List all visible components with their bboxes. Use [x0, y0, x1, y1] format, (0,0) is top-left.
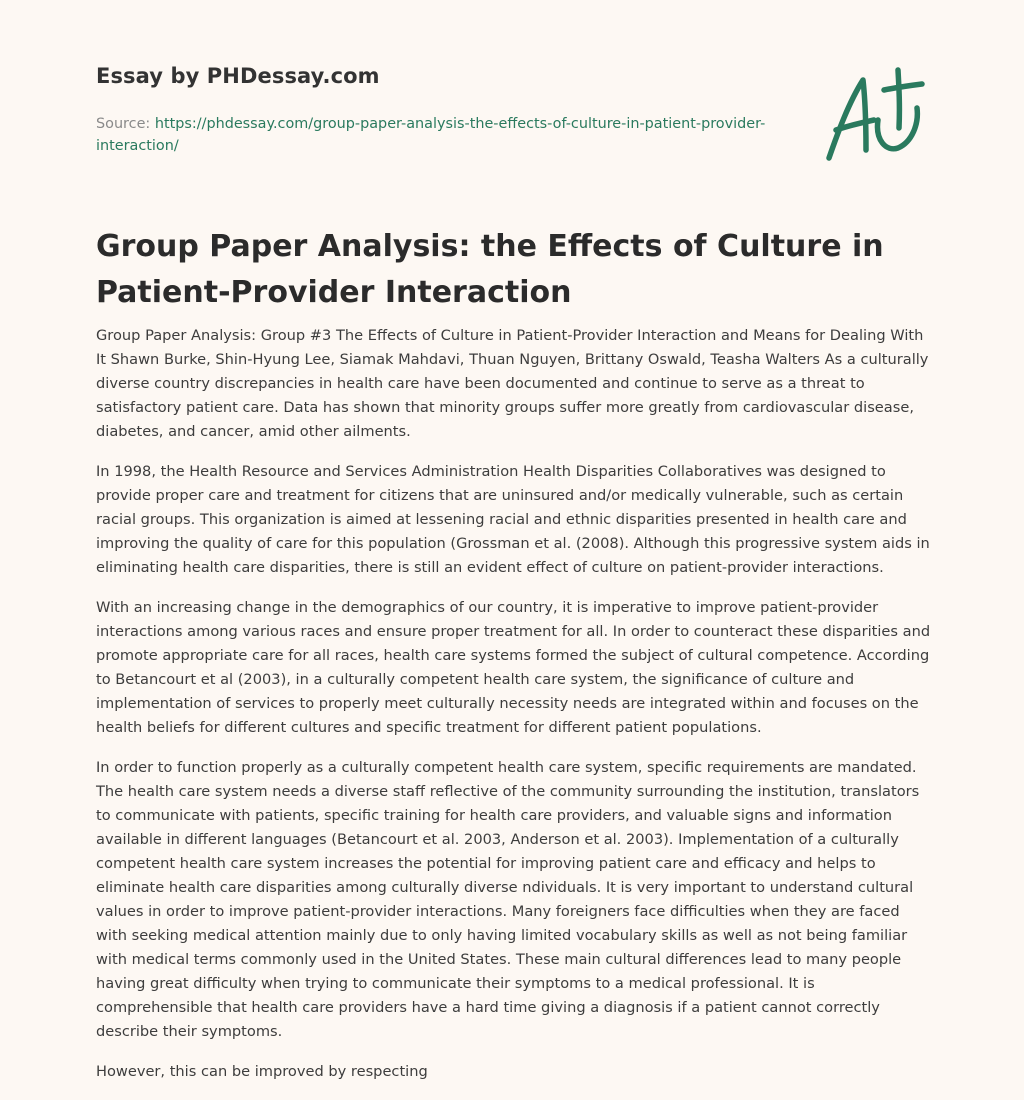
source-link[interactable]: https://phdessay.com/group-paper-analysis-the-effects-of-culture-in-patient-provider-interaction/ [96, 116, 766, 154]
article-paragraph-5: However, this can be improved by respecting [96, 1063, 428, 1080]
article-paragraph-3: With an increasing change in the demographics of our country, it is imperative to improve patient-provider interactions among various races and ensure proper treatment for all. In order to counteract these disparities and promote appropriate care for all races, health care systems formed the subject of cultural competence. According to Betancourt et al (2003), in a culturally competent health care system, the significance of culture and implementation of services to properly meet culturally necessity needs are integrated within and focuses on the health beliefs for different cultures and specific treatment for different patient populations. [96, 599, 931, 736]
article-body [96, 324, 932, 1100]
source-line [96, 113, 796, 157]
article-paragraph-2: In 1998, the Health Resource and Services Administration Health Disparities Collaboratives was designed to provide proper care and treatment for citizens that are uninsured and/or medically vulnerable, such as certain racial groups. This organization is aimed at lessening racial and ethnic disparities presented in health care and improving the quality of care for this population (Grossman et al. (2008). Although this progressive system aids in eliminating health care disparities, there is still an evident effect of culture on patient-provider interactions. [96, 463, 930, 576]
site-name: Essay by PHDessay.com [96, 64, 380, 88]
source-label: Source: [96, 116, 151, 132]
a-plus-logo-icon [822, 66, 926, 166]
article-paragraph-1: Group Paper Analysis: Group #3 The Effects of Culture in Patient-Provider Interaction and Means for Dealing With It Shawn Burke, Shin-Hyung Lee, Siamak Mahdavi, Thuan Nguyen, Brittany Oswald, Teasha Walters As a culturally diverse country discrepancies in health care have been documented and continue to serve as a threat to satisfactory patient care. Data has shown that minority groups suffer more greatly from cardiovascular disease, diabetes, and cancer, amid other ailments. [96, 327, 929, 440]
article-paragraph-4: In order to function properly as a culturally competent health care system, specific requirements are mandated. The health care system needs a diverse staff reflective of the community surrounding the institution, translators to communicate with patients, specific training for health care providers, and valuable signs and information available in different languages (Betancourt et al. 2003, Anderson et al. 2003). Implementation of a culturally competent health care system increases the potential for improving patient care and efficacy and helps to eliminate health care disparities among culturally diverse ndividuals. It is very important to understand cultural values in order to improve patient-provider interactions. Many foreigners face difficulties when they are faced with seeking medical attention mainly due to only having limited vocabulary skills as well as not being familiar with medical terms commonly used in the United States. These main cultural differences lead to many people having great difficulty when trying to communicate their symptoms to a medical professional. It is comprehensible that health care providers have a hard time giving a diagnosis if a patient cannot correctly describe their symptoms. [96, 759, 920, 1040]
page-title: Group Paper Analysis: the Effects of Culture in Patient-Provider Interaction [96, 229, 884, 310]
